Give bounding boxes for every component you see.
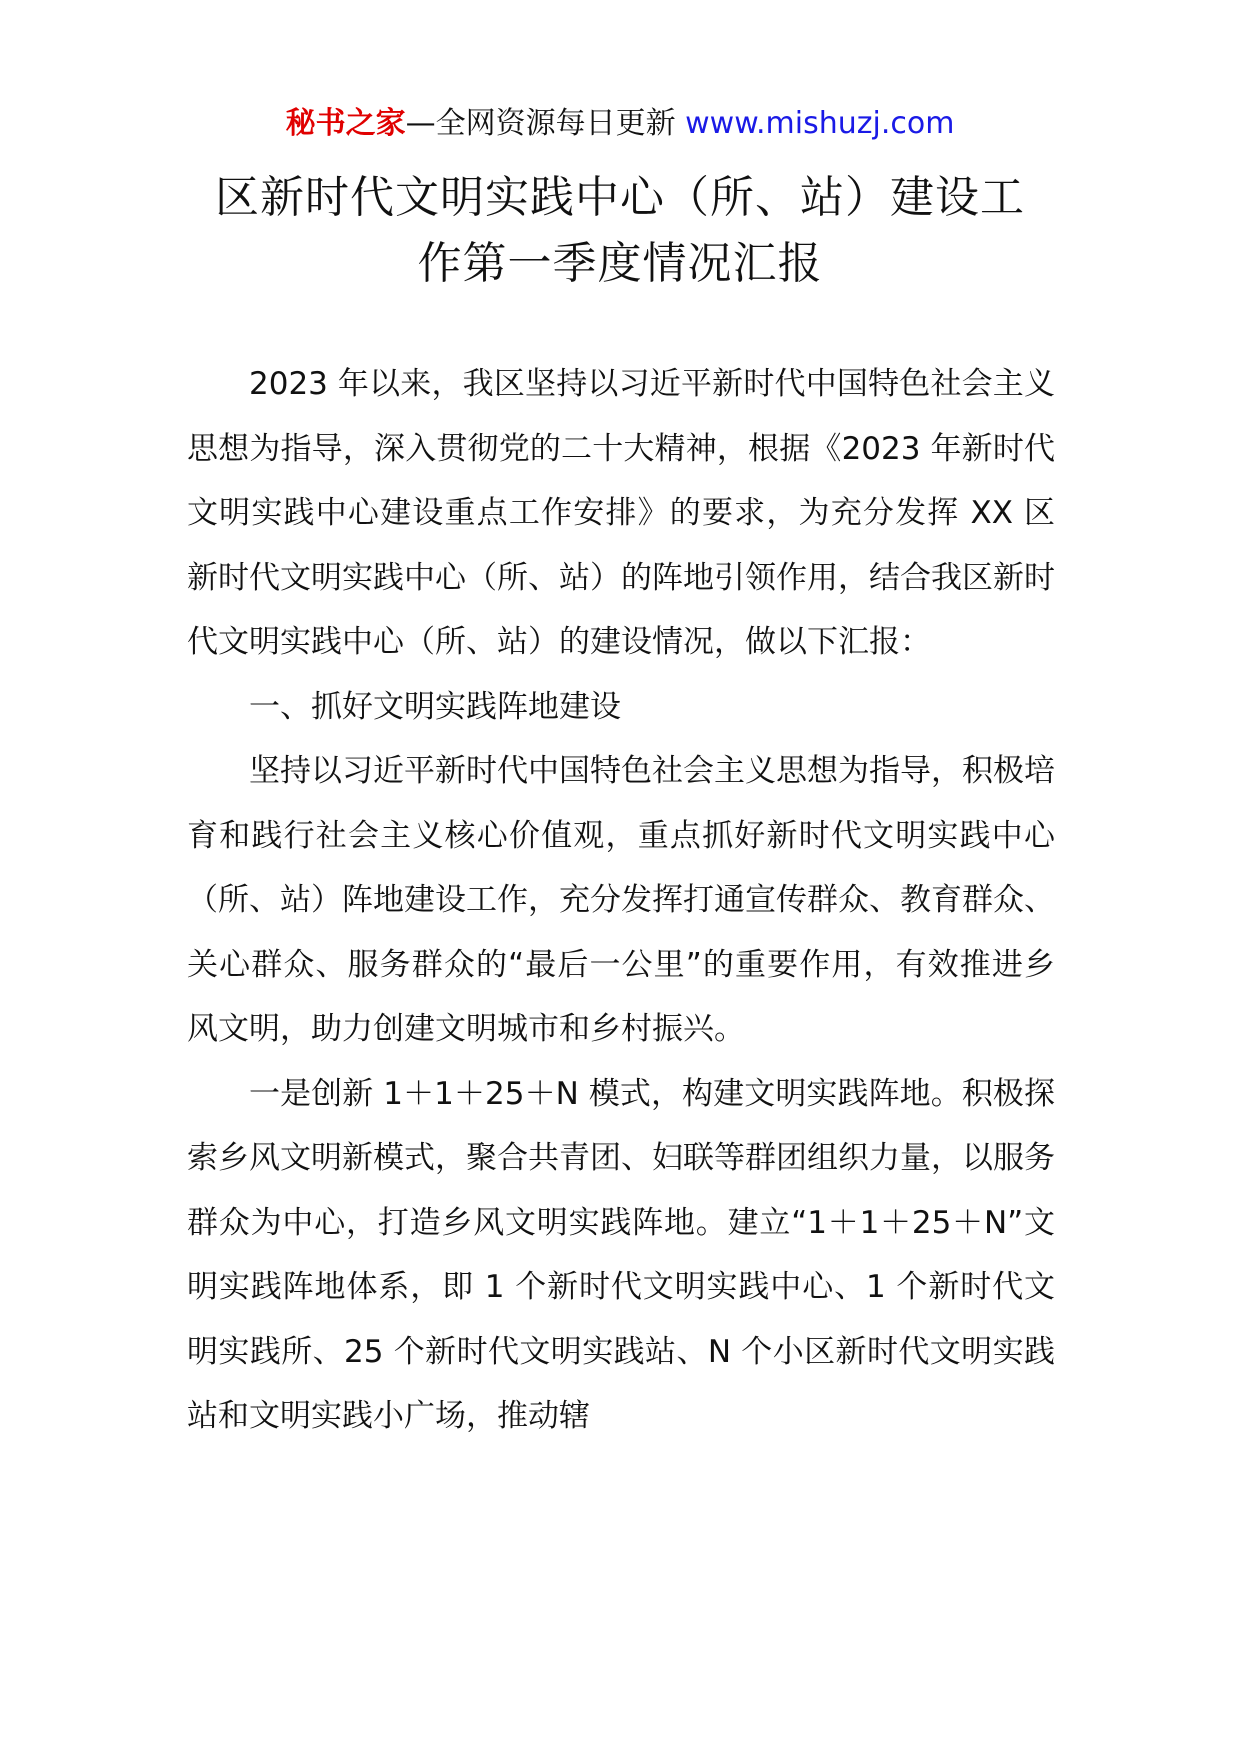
document-title bbox=[150, 165, 1090, 297]
brand-name: 秘书之家 bbox=[285, 106, 406, 141]
document-body bbox=[187, 352, 1055, 1449]
body-paragraph: 一是创新 1＋1＋25＋N 模式，构建文明实践阵地。积极探索乡风文明新模式，聚合共青团、妇联等群团组织力量，以服务群众为中心，打造乡风文明实践阵地。建立“1＋1＋25＋N”文明实践阵地体系，即 1 个新时代文明实践中心、1 个新时代文明实践所、25 个新时代文明实践站、N 个小区新时代文明实践站和文明实践小广场，推动辖 bbox=[187, 1075, 1055, 1434]
section-heading: 一、抓好文明实践阵地建设 bbox=[249, 688, 621, 725]
title-line-2: 作第一季度情况汇报 bbox=[417, 238, 823, 289]
intro-paragraph: 2023 年以来，我区坚持以习近平新时代中国特色社会主义思想为指导，深入贯彻党的二十大精神，根据《2023 年新时代文明实践中心建设重点工作安排》的要求，为充分发挥 XX 区新时代文明实践中心（所、站）的阵地引领作用，结合我区新时代文明实践中心（所、站）的建设情况，做以下汇报： bbox=[187, 366, 1055, 660]
body-paragraph: 坚持以习近平新时代中国特色社会主义思想为指导，积极培育和践行社会主义核心价值观，重点抓好新时代文明实践中心（所、站）阵地建设工作，充分发挥打通宣传群众、教育群众、关心群众、服务群众的“最后一公里”的重要作用，有效推进乡风文明，助力创建文明城市和乡村振兴。 bbox=[187, 753, 1055, 1047]
title-line-1: 区新时代文明实践中心（所、站）建设工 bbox=[215, 172, 1025, 223]
header-slogan: —全网资源每日更新 bbox=[405, 106, 676, 141]
site-url-link[interactable]: www.mishuzj.com bbox=[685, 106, 955, 141]
site-header bbox=[0, 100, 1240, 148]
